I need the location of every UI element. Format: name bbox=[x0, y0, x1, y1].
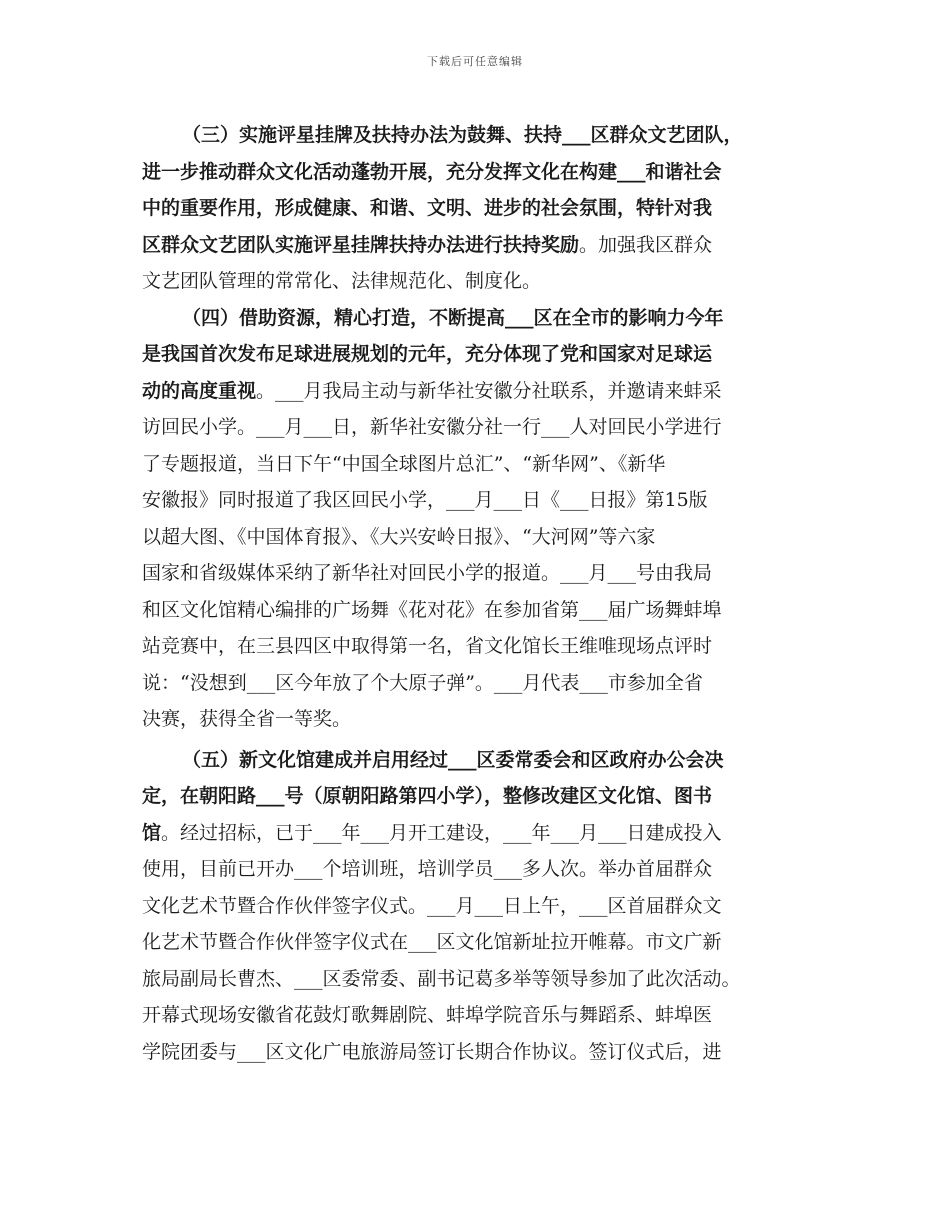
text-line: 学院团委与___区文化广电旅游局签订长期合作协议。签订仪式后，进 bbox=[142, 1040, 722, 1063]
text-line: 说：“没想到___区今年放了个大原子弹”。___月代表___市参加全省 bbox=[142, 671, 703, 694]
text-line: 旅局副局长曹杰、___区委常委、副书记葛多举等领导参加了此次活动。 bbox=[142, 967, 741, 990]
text-line: （五）新文化馆建成并启用经过___区委常委会和区政府办公会决 bbox=[182, 748, 724, 771]
text-line: 是我国首次发布足球进展规划的元年，充分体现了党和国家对足球运 bbox=[142, 343, 713, 365]
text-line: 决赛，获得全省一等奖。 bbox=[142, 708, 352, 730]
text-line: 进一步推动群众文化活动蓬勃开展，充分发挥文化在构建___和谐社会 bbox=[142, 160, 722, 183]
text-line: （四）借助资源，精心打造，不断提高___区在全市的影响力今年 bbox=[182, 306, 724, 329]
page-header: 下载后可任意编辑 bbox=[427, 55, 523, 68]
text-line: 国家和省级媒体采纳了新华社对回民小学的报道。___月___号由我局 bbox=[142, 562, 713, 584]
text-line: 文艺团队管理的常常化、法律规范化、制度化。 bbox=[142, 270, 542, 292]
text-line: 安徽报》同时报道了我区回民小学，___月___日《___日报》第15版 bbox=[142, 489, 708, 511]
document-body bbox=[142, 117, 818, 1070]
text-line: 站竞赛中，在三县四区中取得第一名，省文化馆长王维唯现场点评时 bbox=[142, 635, 713, 657]
text-line: 化艺术节暨合作伙伴签字仪式在___区文化馆新址拉开帷幕。市文广新 bbox=[142, 931, 722, 953]
text-line: 动的高度重视。___月我局主动与新华社安徽分社联系，并邀请来蚌采 bbox=[142, 379, 722, 402]
text-line: 文化艺术节暨合作伙伴签字仪式。___月___日上午，___区首届群众文 bbox=[142, 894, 722, 917]
text-line: 馆。经过招标，已于___年___月开工建设，___年___月___日建成投入 bbox=[142, 821, 722, 844]
text-line: 以超大图、《中国体育报》、《大兴安岭日报》、“大河网”等六家 bbox=[142, 525, 656, 548]
text-line: 区群众文艺团队实施评星挂牌扶持办法进行扶持奖励。加强我区群众 bbox=[142, 233, 713, 256]
text-line: 和区文化馆精心编排的广场舞《花对花》在参加省第___届广场舞蚌埠 bbox=[142, 598, 722, 621]
text-line: 开幕式现场安徽省花鼓灯歌舞剧院、蚌埠学院音乐与舞蹈系、蚌埠医 bbox=[142, 1004, 713, 1026]
text-line: （三）实施评星挂牌及扶持办法为鼓舞、扶持___区群众文艺团队， bbox=[182, 124, 743, 146]
text-line: 定，在朝阳路___号（原朝阳路第四小学），整修改建区文化馆、图书 bbox=[142, 785, 713, 807]
text-line: 中的重要作用，形成健康、和谐、文明、进步的社会氛围，特针对我 bbox=[142, 197, 713, 219]
text-line: 了专题报道，当日下午“中国全球图片总汇”、“新华网”、《新华 bbox=[142, 452, 666, 475]
text-line: 使用，目前已开办___个培训班，培训学员___多人次。举办首届群众 bbox=[142, 858, 713, 880]
text-line: 访回民小学。___月___日，新华社安徽分社一行___人对回民小学进行 bbox=[142, 416, 722, 438]
